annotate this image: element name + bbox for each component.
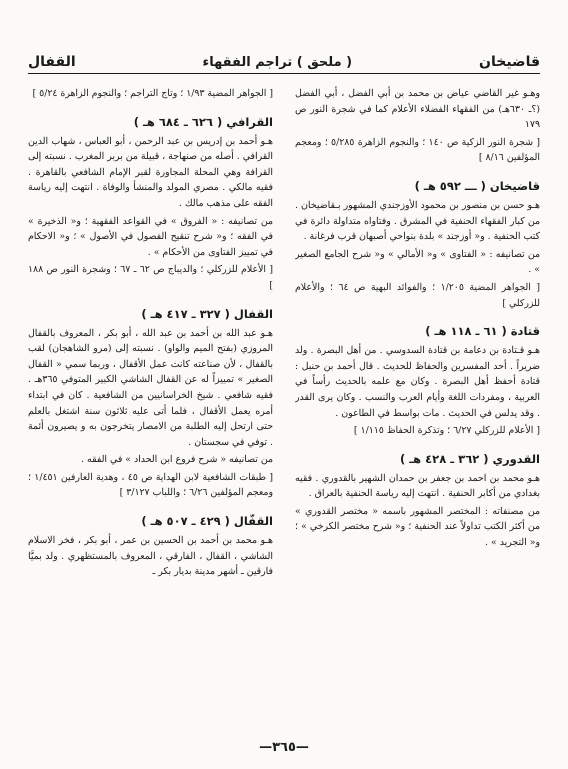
entry-title: قتادة ( ٦١ ـ ١١٨ هـ ) xyxy=(425,324,540,339)
header-left-title: القفال xyxy=(28,54,76,70)
entry-title: قاضيخان ( ـــ ٥٩٢ هـ ) xyxy=(414,178,540,193)
entry-works: من تصانيفه : « الفتاوى » و« الأمالي » و« شرح الجامع الصغير » . xyxy=(295,248,540,276)
entry-qarafi xyxy=(28,114,273,294)
entry-body: هـو محمد بن احمد بن جعفر بن حمدان الشهير بالقدوري . فقيه بغدادي من أكابر الحنفية . انتهت إليه رياسة الحنفية بالعراق . xyxy=(295,472,540,500)
entry-qatada xyxy=(295,323,540,439)
entry-qadikhan xyxy=(295,178,540,311)
entry-qaffal-marwazi xyxy=(28,306,273,502)
entry-body: هـو قـتادة بن دعامة بن قتادة السدوسي . من أهل البصرة . ولد ضريراً . أحد المفسرين والحفاظ للحديث . قال أحمد بن حنبل : قتادة أحفظ أهل البصرة . وكان مع علمه بالحديث رأساً في العربية ، ومفردات اللغة وأيام العرب والنسب . وكان يرى القدر . وقد يدلس في الحديث . مات بواسط في الطاعون . xyxy=(295,345,540,419)
entry-references: [ الجواهر المضية ١/٢٠٥ ؛ والفوائد البهية ص ٦٤ ؛ والأعلام للزركلي ] xyxy=(295,281,540,309)
entry-continued xyxy=(295,86,540,166)
two-column-body xyxy=(28,86,540,723)
entry-references: [ الجواهر المضية ١/٩٣ ؛ وتاج التراجم ؛ والنجوم الزاهرة ٥/٢٤ ] xyxy=(32,88,273,99)
entry-quduri xyxy=(295,451,540,551)
entry-body: هـو عبد الله بن أحمد بن عبد الله ، أبو بكر ، المعروف بالقفال المروزي (بفتح الميم والواو) . نسبته إلى (مرو الشاهجان) لقب بالقفال ، لأن صناعته كانت عمل الأقفال ، وربما سمي « القفال الصغير » تمييزاً له عن القفال الشاشي الكبير المتوفي ٣٦٥هـ . فقيه شافعي . شيخ الخراسانيين من الشافعية . كان في ابتداء أمره يعمل الأقفال ، فلما أتى عليه ثلاثون سنة اشتغل بالعلم حتى ارتحل إليه الطلبة من الامصار يتخرجون به و يصيرون أئمة . توفي في سجستان . xyxy=(28,327,273,448)
page-number: —٣٦٥— xyxy=(259,740,309,755)
header-center-title: ( ملحق ) تراجم الفقهاء xyxy=(202,55,353,70)
entry-continued xyxy=(28,86,273,102)
entry-title: القفال ( ٣٢٧ ـ ٤١٧ هـ ) xyxy=(141,306,273,321)
right-column xyxy=(295,86,540,723)
entry-body: هـو حسن بن منصور بن محمود الأوزجندي المشهور بـقاضيخان . من كبار الفقهاء الحنفية في المشرق . وفتاواه متداولة دائرة في كتب الحنفية . و« أوزجند » بلدة بنواحي أصبهان قرب فرغانة . xyxy=(295,199,540,243)
entry-body: هـو أحمد بن إدريس بن عبد الرحمن ، أبو العباس ، شهاب الدين القرافي . أصله من صنهاجة ، قبيلة من بربر المغرب . نسبته إلى القرافة وهي المحلة المجاورة لقبر الإمام الشافعي بالقاهرة . فقيه مالكي . مصري المولد والمنشأ والوفاة . انتهت إليه رياسة الفقه على مذهب مالك . xyxy=(28,135,273,209)
entry-works: من مصنفاته : المختصر المشهور باسمه « مختصر القدوري » من أكثر الكتب تداولاً عند الحنفية ؛ و« شرح مختصر الكرخي » ؛ و« التجريد » . xyxy=(295,505,540,549)
entry-title: القدوري ( ٣٦٢ ـ ٤٢٨ هـ ) xyxy=(399,451,540,466)
entry-body: هـو محمد بن أحمد بن الحسين بن عمر ، أبو بكر ، فخر الاسلام الشاشي ، القفال ، الفارقي ، المعروف بالمستظهري . ولد بميَّا فارقين ـ أشهر مدينة بديار بكر ـ xyxy=(28,535,273,578)
entry-title: القفّال ( ٤٢٩ ـ ٥٠٧ هـ ) xyxy=(141,514,273,529)
entry-works: من تصانيفه : « الفروق » في القواعد الفقهية ؛ و« الذخيرة » في الفقه ؛ و« شرح تنقيح الفصول في الأصول » ؛ و« الاحكام في تمييز الفتاوى من الأحكام » . xyxy=(28,215,273,258)
entry-references: [ طبقات الشافعية لابن الهداية ص ٤٥ ، وهدية العارفين ١/٤٥١ ؛ ومعجم المؤلفين ٦/٢٦ ؛ واللباب ٣/١٢٧ ] xyxy=(28,471,273,499)
running-header xyxy=(28,44,540,74)
entry-title: القرافي ( ٦٢٦ ـ ٦٨٤ هـ ) xyxy=(133,114,273,129)
left-column xyxy=(28,86,273,723)
entry-body: وهـو غير القاضي عياض بن محمد بن أبي الفضل ، أبي الفضل (؟ـ ٦٣٠هـ) من الفقهاء الفضلاء الأعلام كما في شجرة النور ص ١٧٩ xyxy=(295,88,540,131)
entry-references: [ الأعلام للزركلي ؛ والديباج ص ٦٢ ـ ٦٧ ؛ وشجرة النور ص ١٨٨ ] xyxy=(28,264,273,291)
header-right-title: قاضيخان xyxy=(479,54,540,70)
entry-references: [ الأعلام للزركلي ٦/٢٧ ؛ وتذكرة الحفاظ ١/١١٥ ] xyxy=(353,425,540,437)
entry-references: [ شجرة النور الزكية ص ١٤٠ ؛ والنجوم الزاهرة ٥/٢٨٥ ؛ ومعجم المؤلفين ٨/١٦ ] xyxy=(295,136,540,164)
entry-qaffal-shashi xyxy=(28,513,273,580)
entry-works: من تصانيفه « شرح فروع ابن الحداد » في الفقه . xyxy=(81,454,273,466)
